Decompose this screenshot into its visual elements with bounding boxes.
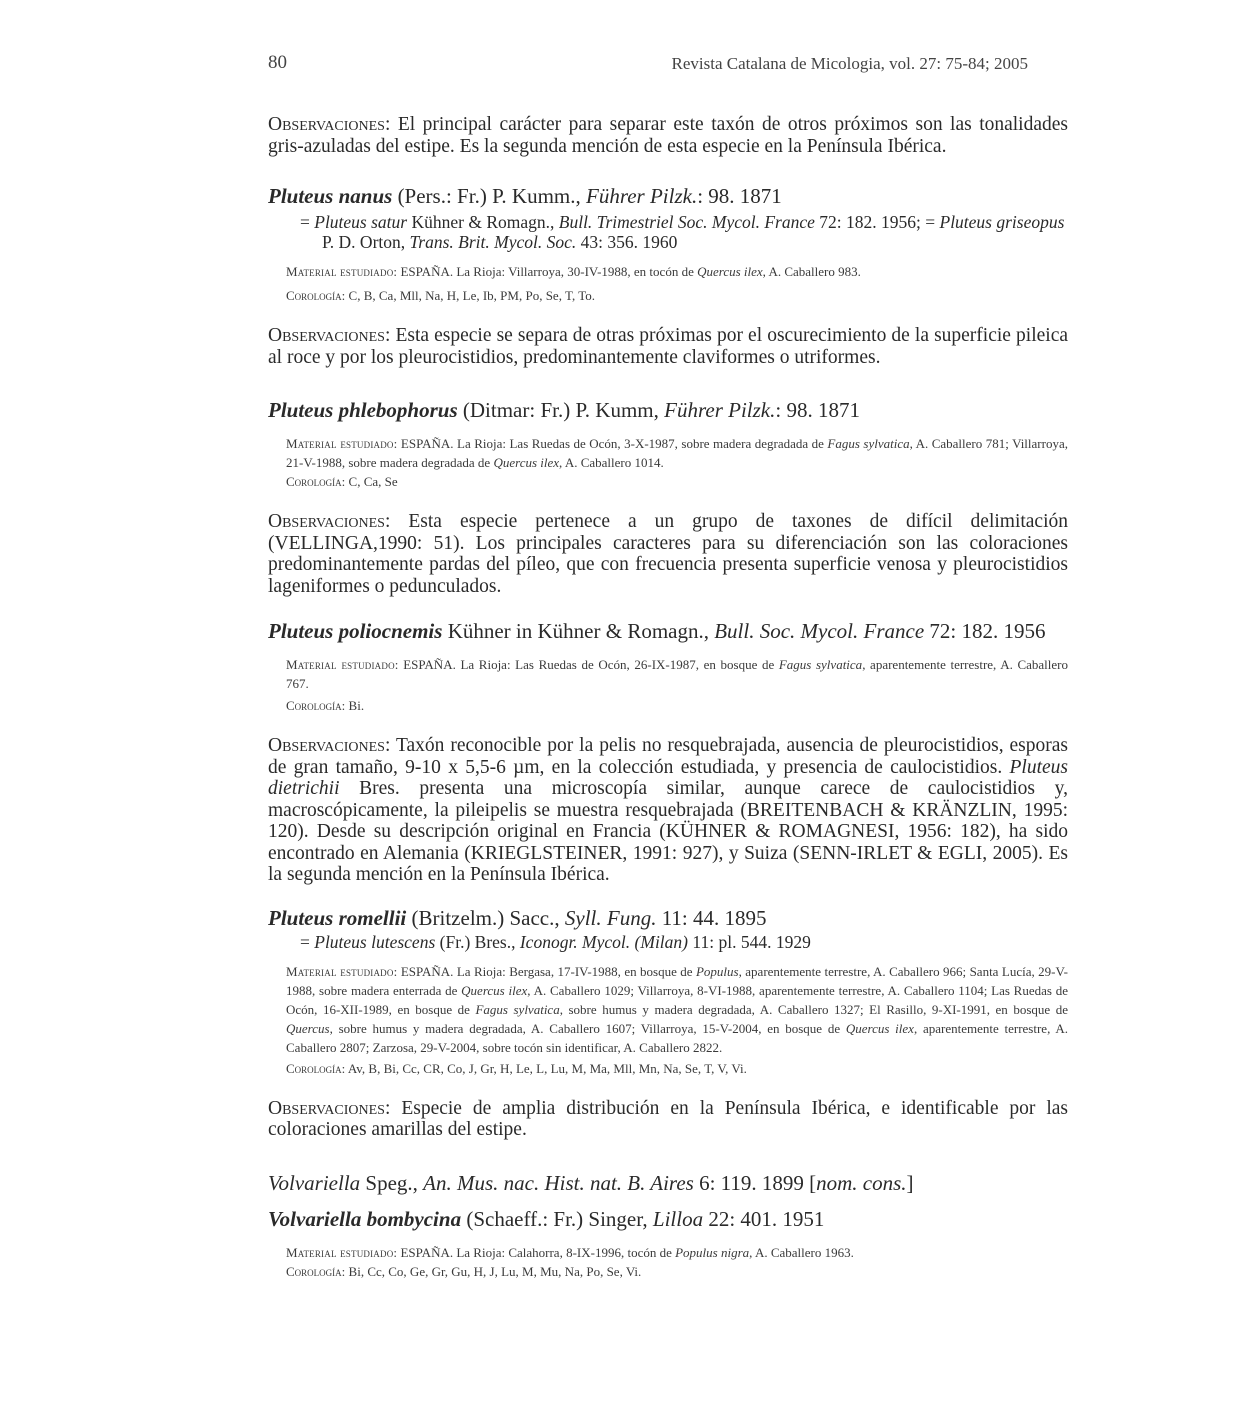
material-label: Material estudiado: bbox=[286, 657, 399, 672]
species-work: Führer Pilzk. bbox=[664, 398, 776, 422]
genus-author: Speg., bbox=[360, 1170, 424, 1195]
material-text: , A. Caballero 1963. bbox=[749, 1244, 854, 1260]
syn-prefix: = bbox=[300, 931, 315, 952]
observation-text: Bres. presenta una microscopía similar, aunque carece de caulocistidios y, macroscópicamente, la pileipelis se muestra resquebrajada (BREITENBACH & KRÄNZLIN, 1995: 120). Desde su descripción original en Francia (KÜHNER & ROMAGNESI, 1956: 182), ha sido encontrado en Alemania (KRIEGLSTEINER, 1991: 927), y Suiza (SENN-IRLET & EGLI, 2005). Es la segunda mención en la Península Ibérica. bbox=[268, 778, 1068, 885]
syn-prefix: = bbox=[300, 212, 315, 232]
species-work: Führer Pilzk. bbox=[586, 184, 698, 208]
nom-cons: nom. cons. bbox=[816, 1170, 907, 1195]
bracket-close: ] bbox=[906, 1170, 914, 1195]
genus-name: Volvariella bbox=[268, 1170, 361, 1195]
material-text: , sobre humus y madera degradada, A. Caballero 1327; El Rasillo, 9-XI-1991, en bosque de bbox=[559, 1001, 1068, 1017]
material-text: ESPAÑA. La Rioja: Las Ruedas de Ocón, 3-X-1987, sobre madera degradada de bbox=[397, 436, 828, 451]
observation-text: Esta especie se separa de otras próximas por el oscurecimiento de la superficie pileica al roce y por los pleurocistidios, predominantemente claviformes o utriformes. bbox=[268, 325, 1069, 368]
species-author: (Schaeff.: Fr.) Singer, bbox=[461, 1206, 653, 1231]
genus-heading-volvariella bbox=[268, 1171, 1068, 1195]
genus-ref: 6: 119. 1899 [ bbox=[693, 1170, 817, 1195]
corologia-label: Corología: bbox=[286, 288, 346, 303]
syn-name: Pluteus satur bbox=[314, 212, 408, 232]
taxon-name: Pluteus dietrichii bbox=[268, 756, 1068, 799]
material-text: , A. Caballero 1014. bbox=[559, 455, 664, 470]
observaciones-label: Observaciones: bbox=[268, 511, 391, 532]
synonymy bbox=[268, 212, 1068, 252]
syn-ref: 43: 356. 1960 bbox=[576, 232, 678, 252]
observaciones-label: Observaciones: bbox=[268, 325, 391, 346]
corologia bbox=[268, 286, 1068, 305]
material-studied bbox=[268, 262, 1068, 281]
syn-name: Pluteus griseopus bbox=[939, 212, 1065, 232]
host-taxon: Quercus ilex bbox=[493, 455, 560, 470]
observation-text: Especie de amplia distribución en la Península Ibérica, e identificable por las coloraciones amarillas del estipe. bbox=[268, 1097, 1069, 1140]
article-body bbox=[268, 114, 1068, 1281]
observaciones-label: Observaciones: bbox=[268, 1097, 391, 1119]
species-ref: : 98. 1871 bbox=[697, 184, 782, 208]
observation-paragraph bbox=[268, 511, 1068, 597]
syn-ref: 11: pl. 544. 1929 bbox=[688, 931, 811, 952]
species-ref: 11: 44. 1895 bbox=[656, 905, 767, 930]
material-text: , aparentemente terrestre, A. Caballero 966; Santa Lucía, 29-V-1988, sobre madera enterrada de bbox=[286, 963, 1068, 998]
observaciones-label: Observaciones: bbox=[268, 114, 391, 135]
observation-paragraph bbox=[268, 735, 1068, 886]
observation-text: El principal carácter para separar este taxón de otros próximos son las tonalidades gris-azuladas del estipe. Es la segunda mención de esta especie en la Península Ibérica. bbox=[268, 114, 1069, 157]
species-name: Pluteus phlebophorus bbox=[268, 398, 458, 422]
material-text: ESPAÑA. La Rioja: Villarroya, 30-IV-1988, en tocón de bbox=[397, 264, 698, 279]
species-work: Bull. Soc. Mycol. France bbox=[714, 619, 925, 643]
species-ref: 72: 182. 1956 bbox=[924, 619, 1046, 643]
species-heading-nanus bbox=[268, 184, 1068, 208]
material-text: , aparentemente terrestre, A. Caballero 767. bbox=[286, 657, 1068, 691]
host-taxon: Quercus bbox=[286, 1020, 330, 1036]
corologia-text: C, B, Ca, Mll, Na, H, Le, Ib, PM, Po, Se, T, To. bbox=[345, 288, 595, 303]
corologia-label: Corología: bbox=[286, 698, 346, 713]
running-head: Revista Catalana de Micologia, vol. 27: 75-84; 2005 bbox=[671, 54, 1028, 73]
corologia bbox=[268, 696, 1068, 715]
species-work: Lilloa bbox=[652, 1206, 704, 1231]
observation-paragraph bbox=[268, 325, 1068, 368]
species-heading-poliocnemis bbox=[268, 619, 1068, 643]
material-text: ESPAÑA. La Rioja: Las Ruedas de Ocón, 26-IX-1987, en bosque de bbox=[398, 657, 779, 672]
species-heading-romellii bbox=[268, 906, 1068, 930]
page-number: 80 bbox=[268, 52, 287, 73]
material-text: ESPAÑA. La Rioja: Bergasa, 17-IV-1988, en bosque de bbox=[397, 963, 696, 979]
species-name: Pluteus nanus bbox=[268, 184, 393, 208]
host-taxon: Populus bbox=[695, 963, 739, 979]
syn-work: Bull. Trimestriel Soc. Mycol. France bbox=[558, 212, 815, 232]
observation-paragraph bbox=[268, 114, 1068, 157]
material-text: , A. Caballero 781; Villarroya, 21-V-1988, sobre madera degradada de bbox=[286, 436, 1068, 470]
host-taxon: Fagus sylvatica bbox=[778, 657, 863, 672]
synonymy bbox=[268, 932, 1068, 952]
material-studied bbox=[268, 655, 1068, 693]
material-text: , sobre humus y madera degradada, A. Caballero 1607; Villarroya, 15-V-2004, en bosque de bbox=[329, 1020, 846, 1036]
species-author: (Britzelm.) Sacc., bbox=[406, 905, 565, 930]
corologia-label: Corología: bbox=[286, 474, 346, 489]
species-author: (Pers.: Fr.) P. Kumm., bbox=[392, 184, 586, 208]
material-studied bbox=[268, 962, 1068, 1057]
genus-work: An. Mus. nac. Hist. nat. B. Aires bbox=[423, 1170, 694, 1195]
species-ref: 22: 401. 1951 bbox=[703, 1206, 825, 1231]
host-taxon: Fagus sylvatica bbox=[475, 1001, 560, 1017]
syn-ref: 72: 182. 1956; = bbox=[814, 212, 940, 232]
syn-name: Pluteus lutescens bbox=[314, 931, 436, 952]
syn-author: P. D. Orton, bbox=[322, 232, 410, 252]
material-label: Material estudiado: bbox=[286, 264, 398, 279]
species-ref: : 98. 1871 bbox=[775, 398, 860, 422]
observation-paragraph bbox=[268, 1098, 1068, 1141]
host-taxon: Quercus ilex bbox=[697, 264, 763, 279]
material-label: Material estudiado: bbox=[286, 963, 398, 979]
corologia bbox=[268, 1262, 1068, 1281]
species-name: Pluteus poliocnemis bbox=[268, 619, 443, 643]
corologia-text: C, Ca, Se bbox=[345, 474, 398, 489]
corologia bbox=[268, 1059, 1068, 1078]
material-label: Material estudiado: bbox=[286, 436, 398, 451]
species-work: Syll. Fung. bbox=[564, 905, 657, 930]
material-text: , A. Caballero 983. bbox=[762, 264, 861, 279]
host-taxon: Fagus sylvatica bbox=[827, 436, 910, 451]
material-studied bbox=[268, 1243, 1068, 1262]
syn-author: (Fr.) Bres., bbox=[435, 931, 520, 952]
material-label: Material estudiado: bbox=[286, 1244, 398, 1260]
corologia-text: Bi. bbox=[345, 698, 365, 713]
corologia-label: Corología: bbox=[286, 1263, 346, 1279]
material-studied bbox=[268, 434, 1068, 472]
material-text: ESPAÑA. La Rioja: Calahorra, 8-IX-1996, tocón de bbox=[397, 1244, 676, 1260]
species-author: (Ditmar: Fr.) P. Kumm, bbox=[457, 398, 665, 422]
host-taxon: Quercus ilex bbox=[461, 982, 528, 998]
syn-work: Trans. Brit. Mycol. Soc. bbox=[409, 232, 577, 252]
material-text: , aparentemente terrestre, A. Caballero 2807; Zarzosa, 29-V-2004, sobre tocón sin identificar, A. Caballero 2822. bbox=[286, 1020, 1069, 1055]
corologia-label: Corología: bbox=[286, 1060, 346, 1076]
species-heading-phlebophorus bbox=[268, 398, 1068, 422]
species-author: Kühner in Kühner & Romagn., bbox=[442, 619, 715, 643]
syn-author: Kühner & Romagn., bbox=[407, 212, 559, 232]
corologia-text: Bi, Cc, Co, Ge, Gr, Gu, H, J, Lu, M, Mu, Na, Po, Se, Vi. bbox=[345, 1263, 642, 1279]
species-heading-bombycina bbox=[268, 1207, 1068, 1231]
syn-work: Iconogr. Mycol. (Milan) bbox=[519, 931, 688, 952]
material-text: , A. Caballero 1029; Villarroya, 8-VI-1988, aparentemente terrestre, A. Caballero 1104; Las Ruedas de Ocón, 16-XII-1989, en bosque de bbox=[286, 982, 1069, 1017]
host-taxon: Quercus ilex bbox=[845, 1020, 914, 1036]
species-name: Pluteus romellii bbox=[268, 905, 407, 930]
corologia-text: Av, B, Bi, Cc, CR, Co, J, Gr, H, Le, L, Lu, M, Ma, Mll, Mn, Na, Se, T, V, Vi. bbox=[345, 1060, 747, 1076]
species-name: Volvariella bombycina bbox=[268, 1206, 462, 1231]
observation-text: Taxón reconocible por la pelis no resquebrajada, ausencia de pleurocistidios, esporas de gran tamaño, 9-10 x 5,5-6 µm, en la colección estudiada, y presencia de caulocistidios. bbox=[268, 735, 1068, 778]
host-taxon: Populus nigra bbox=[675, 1244, 750, 1260]
observaciones-label: Observaciones: bbox=[268, 735, 391, 756]
corologia bbox=[268, 472, 1068, 491]
observation-text: Esta especie pertenece a un grupo de taxones de difícil delimitación (VELLINGA,1990: 51). Los principales caracteres para su diferenciación son las coloraciones predominantemente pardas del píleo, que con frecuencia presenta superficie venosa y pleurocistidios lageniformes o pedunculados. bbox=[268, 511, 1069, 597]
